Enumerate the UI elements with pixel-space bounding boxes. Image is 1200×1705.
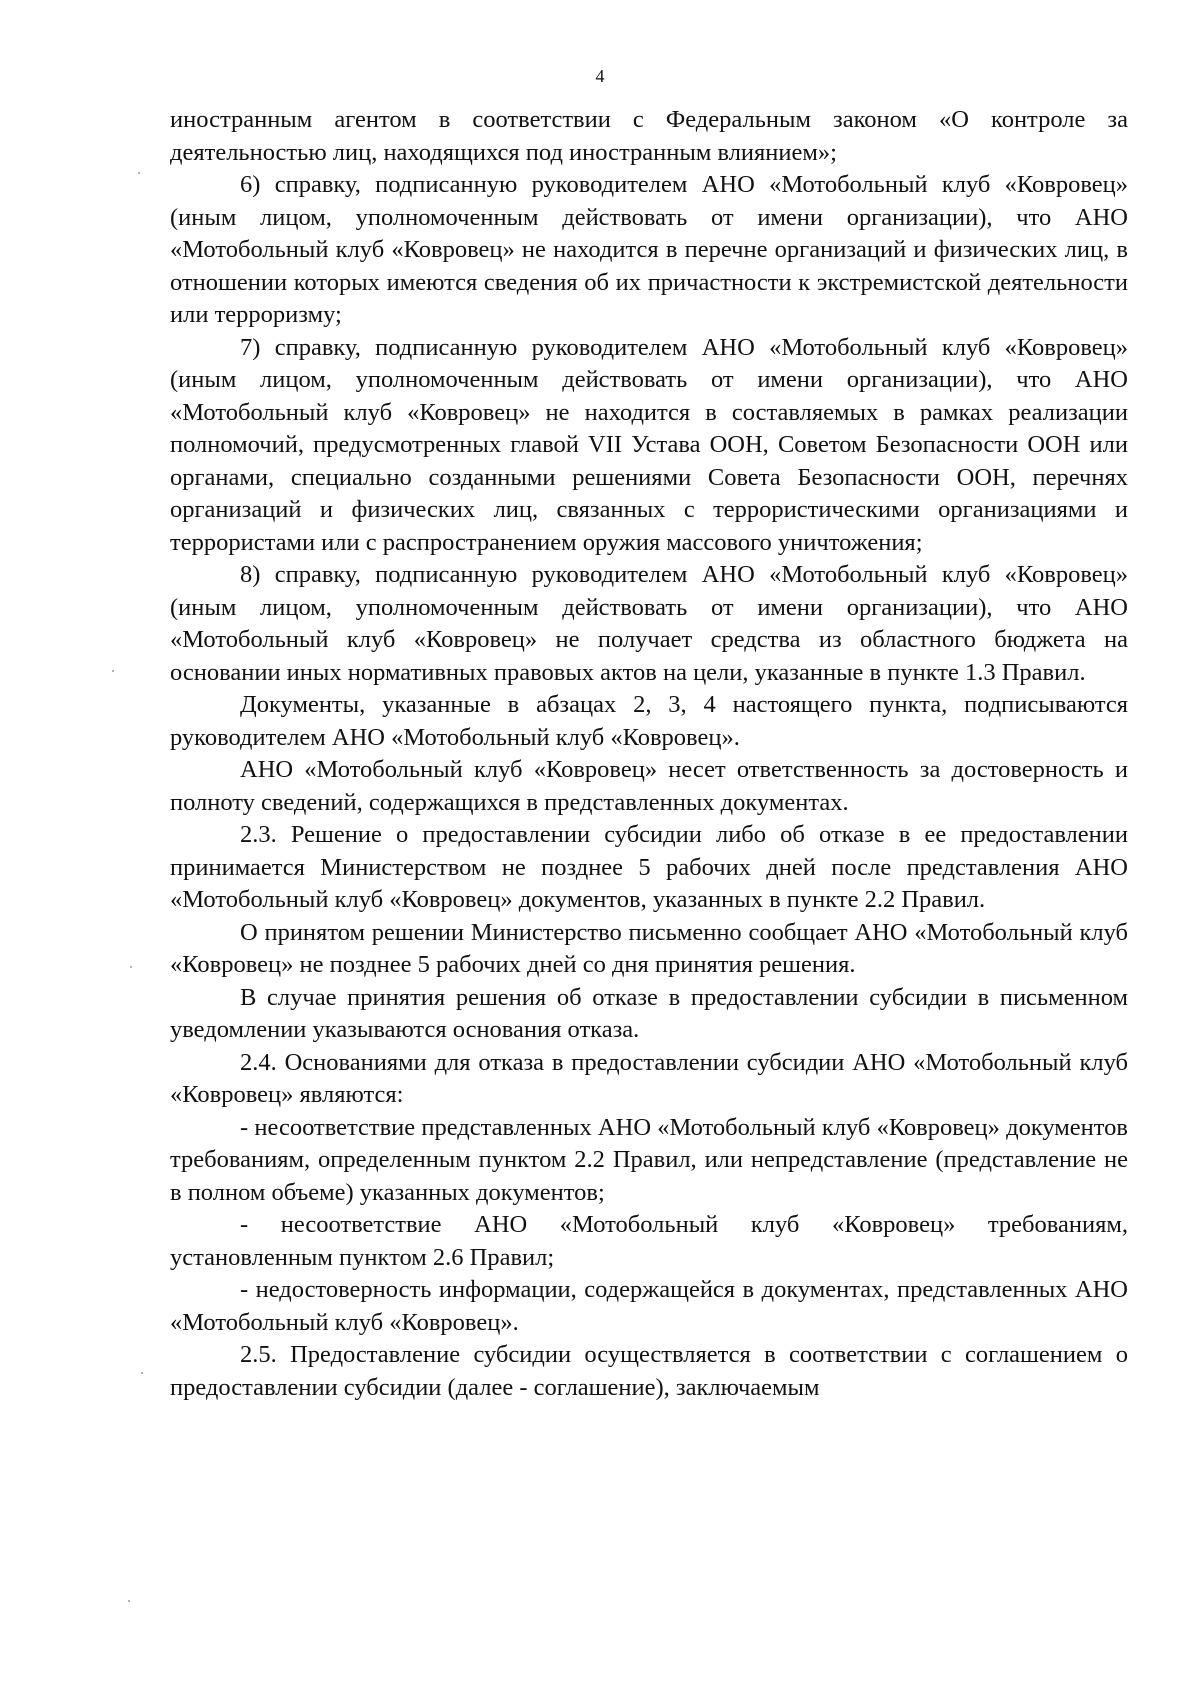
paragraph-refusal-reason-2: - несоответствие АНО «Мотобольный клуб «Ковровец» требованиям, установленным пунктом 2.6 Правил; [170,1211,1128,1271]
paragraph-decision-notice: О принятом решении Министерство письменно сообщает АНО «Мотобольный клуб «Ковровец» не позднее 5 рабочих дней со дня принятия решения. [170,918,1128,978]
document-body [170,104,1128,1404]
paragraph-continuation: иностранным агентом в соответствии с Федеральным законом «О контроле за деятельностью лиц, находящихся под иностранным влиянием»; [170,106,1128,166]
scan-speck [112,670,114,672]
paragraph-refusal-reason-3: - недостоверность информации, содержащейся в документах, представленных АНО «Мотобольный клуб «Ковровец». [170,1276,1128,1336]
paragraph-refusal-reason-1: - несоответствие представленных АНО «Мотобольный клуб «Ковровец» документов требованиям, определенным пунктом 2.2 Правил, или непредставление (представление не в полном объеме) указанных документов; [170,1113,1128,1206]
scan-speck [128,1600,130,1602]
paragraph-2-3: 2.3. Решение о предоставлении субсидии либо об отказе в ее предоставлении принимается Министерством не позднее 5 рабочих дней после представления АНО «Мотобольный клуб «Ковровец» документов, указанных в пункте 2.2 Правил. [170,821,1128,913]
paragraph-2-5: 2.5. Предоставление субсидии осуществляется в соответствии с соглашением о предоставлении субсидии (далее - соглашение), заключаемым [170,1341,1128,1401]
page-number: 4 [595,66,605,86]
paragraph-2-4: 2.4. Основаниями для отказа в предоставлении субсидии АНО «Мотобольный клуб «Ковровец» являются: [170,1048,1128,1108]
scan-speck [130,966,132,968]
paragraph-item-6: 6) справку, подписанную руководителем АНО «Мотобольный клуб «Ковровец» (иным лицом, уполномоченным действовать от имени организации), что АНО «Мотобольный клуб «Ковровец» не находится в перечне организаций и физических лиц, в отношении которых имеются сведения об их причастности к экстремистской деятельности или терроризму; [170,171,1128,328]
scan-speck [141,1372,143,1374]
paragraph-item-8: 8) справку, подписанную руководителем АНО «Мотобольный клуб «Ковровец» (иным лицом, уполномоченным действовать от имени организации), что АНО «Мотобольный клуб «Ковровец» не получает средства из областного бюджета на основании иных нормативных правовых актов на цели, указанные в пункте 1.3 Правил. [170,561,1128,686]
paragraph-responsibility: АНО «Мотобольный клуб «Ковровец» несет ответственность за достоверность и полноту сведений, содержащихся в представленных документах. [170,756,1128,816]
paragraph-refusal-notice: В случае принятия решения об отказе в предоставлении субсидии в письменном уведомлении указываются основания отказа. [170,983,1128,1043]
scan-speck [138,172,140,174]
paragraph-documents-signed: Документы, указанные в абзацах 2, 3, 4 настоящего пункта, подписываются руководителем АНО «Мотобольный клуб «Ковровец». [170,691,1128,751]
paragraph-item-7: 7) справку, подписанную руководителем АНО «Мотобольный клуб «Ковровец» (иным лицом, уполномоченным действовать от имени организации), что АНО «Мотобольный клуб «Ковровец» не находится в составляемых в рамках реализации полномочий, предусмотренных главой VII Устава ООН, Советом Безопасности ООН или органами, специально созданными решениями Совета Безопасности ООН, перечнях организаций и физических лиц, связанных с террористическими организациями и террористами или с распространением оружия массового уничтожения; [170,333,1128,556]
